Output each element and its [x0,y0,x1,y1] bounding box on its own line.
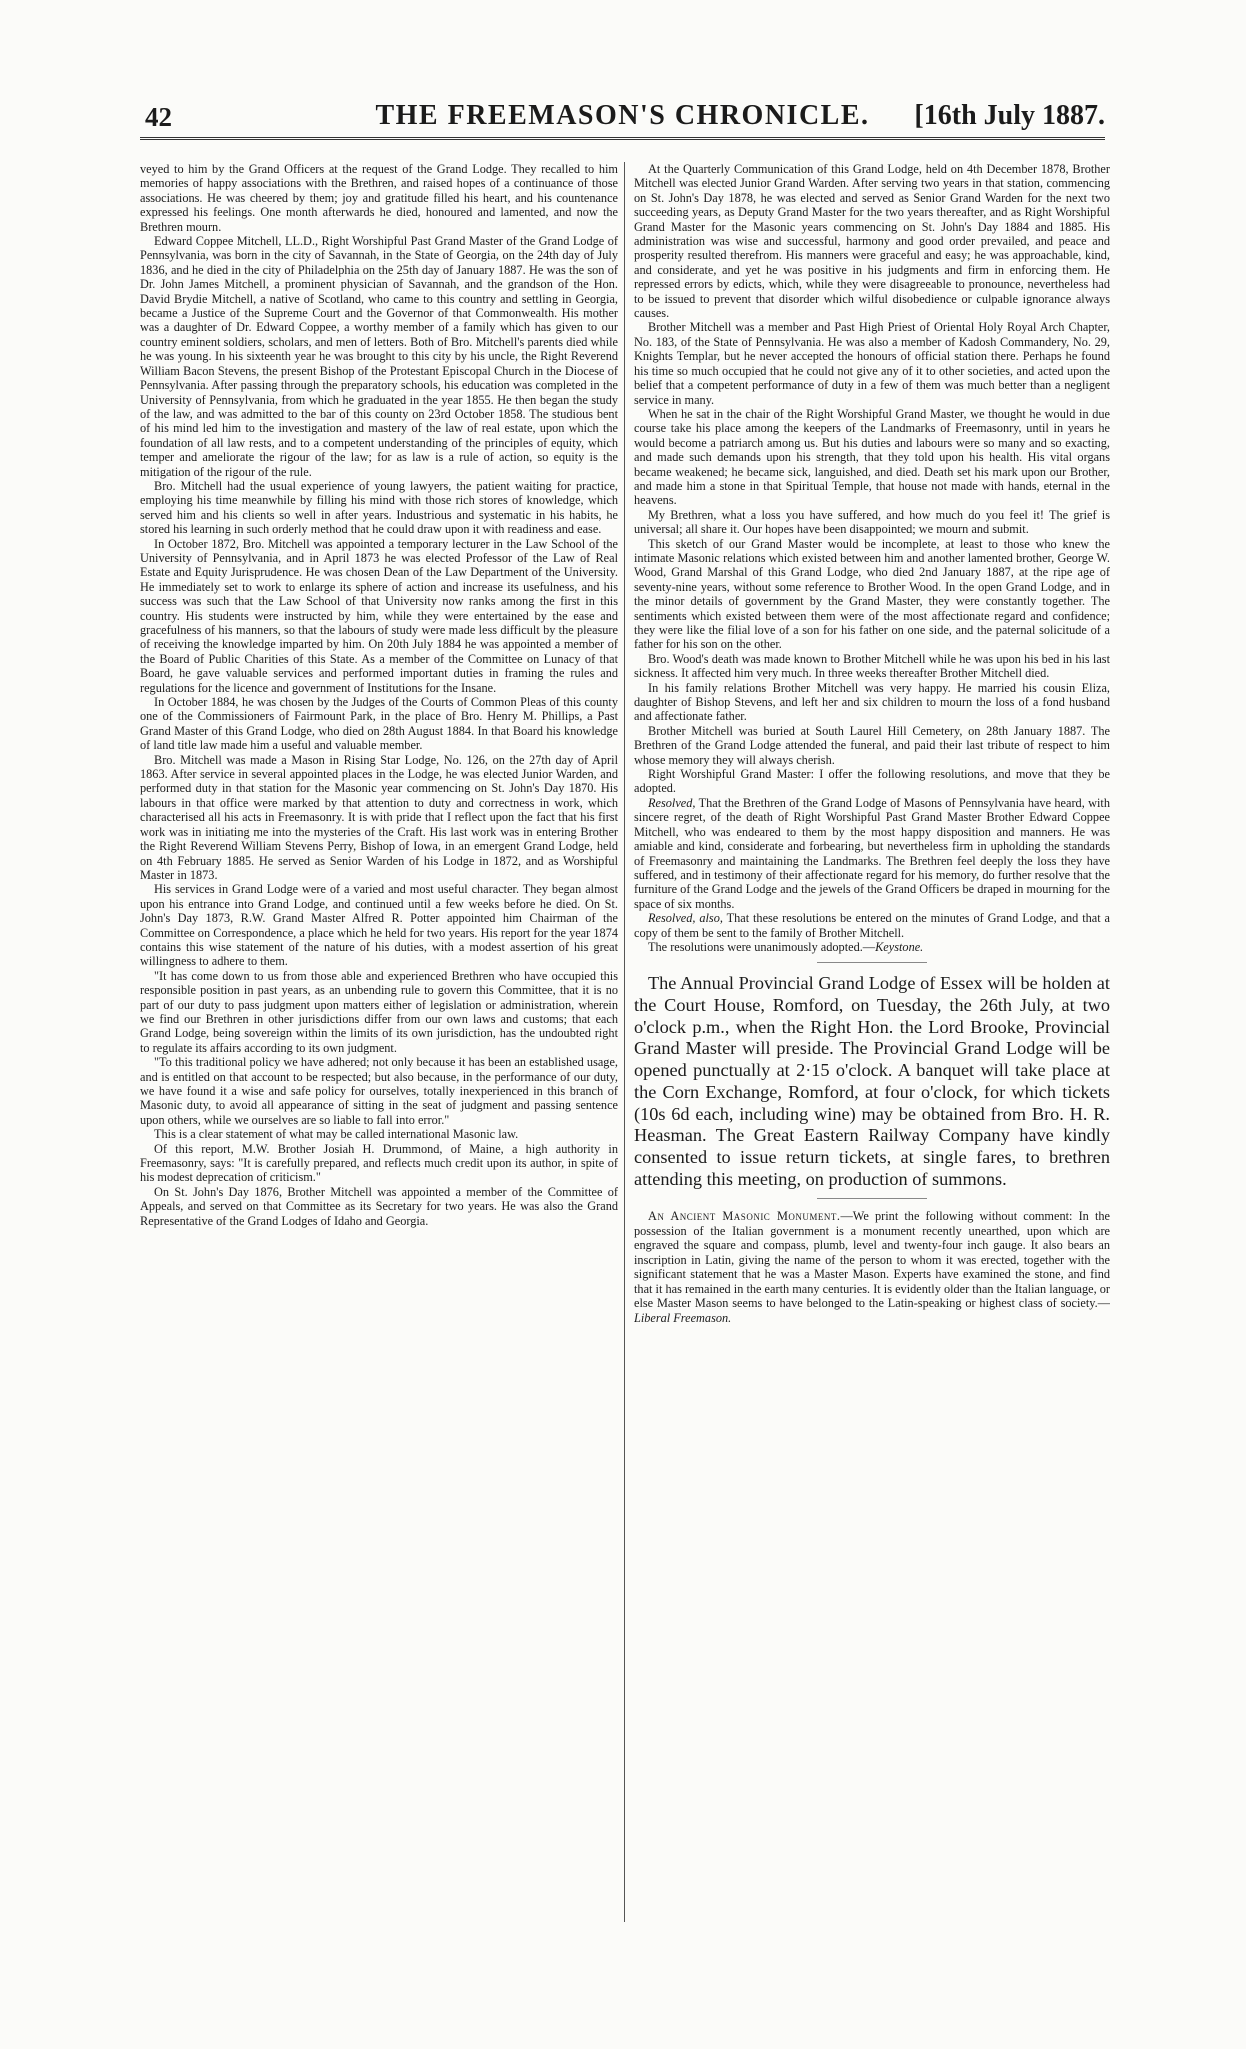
right-paragraph: Brother Mitchell was a member and Past High Priest of Oriental Holy Royal Arch Chapter, No. 183, of the State of Pennsylvania. He was also a member of Kadosh Commandery, No. 29, Knights Templar, but he never accepted the honours of official station there. Perhaps he found his time so much occupied that he could not give any of it to other societies, and acted upon the belief that a competent performance of duty in a few of them was much better than a negligent service in many. [634,320,1110,407]
note-block [634,1209,1110,1325]
column-divider [624,162,625,1922]
resolution-paragraph [634,796,1110,911]
left-paragraph: His services in Grand Lodge were of a varied and most useful character. They began almost upon his entrance into Grand Lodge, and continued until a few weeks before he died. On St. John's Day 1873, R.W. Grand Master Alfred R. Potter appointed him Chairman of the Committee on Correspondence, a place which he held for two years. His report for the year 1874 contains this wise statement of the nature of his duties, with a modest assertion of his great willingness to adhere to them. [140,882,618,969]
left-paragraph: This is a clear statement of what may be called international Masonic law. [154,1127,519,1142]
right-column [634,162,1110,1922]
page-header [140,100,1105,140]
resolution-paragraph [634,911,1110,940]
resolved-text: That these resolutions be entered on the minutes of Grand Lodge, and that a copy of them be sent to the family of Brother Mitchell. [634,911,1110,940]
resolved-text: That the Brethren of the Grand Lodge of Masons of Pennsylvania have heard, with sincere regret, of the death of Right Worshipful Past Grand Master Brother Edward Coppee Mitchell, who was endeared to them by the most happy disposition and manners. He was amiable and kind, considerate and forbearing, but nevertheless firm in upholding the standards of Freemasonry and maintaining the Landmarks. The Brethren feel deeply the loss they have suffered, and in testimony of their affectionate regard for his memory, do further resolve that the furniture of the Grand Lodge and the jewels of the Grand Officers be draped in mourning for the space of six months. [634,795,1110,911]
left-paragraph: Edward Coppee Mitchell, LL.D., Right Worshipful Past Grand Master of the Grand Lodge of Pennsylvania, was born in the city of Savannah, in the State of Georgia, on the 24th day of July 1836, and he died in the city of Philadelphia on the 25th day of January 1887. He was the son of Dr. John James Mitchell, a prominent physician of Savannah, and the grandson of the Hon. David Brydie Mitchell, a native of Scotland, who came to this country and settling in Georgia, became a Justice of the Supreme Court and the Governor of that Commonwealth. His mother was a daughter of Dr. Edward Coppee, a worthy member of a family which has given to our country eminent soldiers, scholars, and men of letters. Both of Bro. Mitchell's parents died while he was young. In his sixteenth year he was brought to this city by his uncle, the Right Reverend William Bacon Stevens, the present Bishop of the Protestant Episcopal Church in the Diocese of Pennsylvania. After passing through the preparatory schools, his education was completed in the University of Pennsylvania, from which he graduated in the year 1855. He then began the study of the law, and was admitted to the bar of this county on 23rd October 1858. The studious bent of his mind led him to the investigation and mastery of the law of real estate, upon which the foundation of all law rests, and to a competent understanding of the principles of equity, which temper and ameliorate the rigour of the law; for as law is a rule of action, so equity is the mitigation of the rigour of the rule. [140,234,618,479]
right-paragraph: This sketch of our Grand Master would be incomplete, at least to those who knew the intimate Masonic relations which existed between him and another lamented brother, George W. Wood, Grand Marshal of this Grand Lodge, who died 2nd January 1887, at the ripe age of seventy-nine years, without some reference to Brother Wood. In the open Grand Lodge, and in the minor details of government by the Grand Master, they were constantly together. The sentiments which existed between them were of the most affectionate regard and confidence; they were like the filial love of a son for his father on one side, and the paternal solicitude of a father for his son on the other. [634,536,1110,652]
adopted-paragraph [634,940,1110,954]
left-paragraph: Bro. Mitchell was made a Mason in Rising Star Lodge, No. 126, on the 27th day of April 1863. After service in several appointed places in the Lodge, he was elected Junior Warden, and performed duty in that station for the Masonic year commencing on St. John's Day 1870. His labours in that office were marked by that attention to duty and correctness in work, which characterised all his acts in Freemasonry. It is with pride that I reflect upon the fact that his first work was in initiating me into the mysteries of the Craft. His last work was in entering Brother the Right Reverend William Stevens Perry, Bishop of Iowa, in an emergent Grand Lodge, held on 4th February 1885. He served as Senior Warden of his Lodge in 1872, and as Worshipful Master in 1873. [140,752,618,882]
header-rule [140,137,1105,142]
left-paragraph: "It has come down to us from those able and experienced Brethren who have occupied this responsible position in past years, as an unbending rule to govern this Committee, that it is no part of our duty to pass judgment upon matters either of legislation or administration, wherein we find our Brethren in other jurisdictions differ from our own laws and customs; that each Grand Lodge, being sovereign within the limits of its own jurisdiction, has the undoubted right to regulate its affairs according to its own judgment. [140,968,618,1055]
note-source: Liberal Freemason. [634,1310,732,1325]
adopted-text: The resolutions were unanimously adopted.— [648,939,876,954]
right-paragraph: At the Quarterly Communication of this Grand Lodge, held on 4th December 1878, Brother Mitchell was elected Junior Grand Warden. After serving two years in that station, commencing on St. John's Day 1878, he was elected and served as Senior Grand Warden for the next two succeeding years, as Deputy Grand Master for the two years thereafter, and as Right Worshipful Grand Master for the Masonic years commencing on St. John's Day 1884 and 1885. His administration was wise and successful, harmony and good order prevailed, and peace and prosperity resulted therefrom. His manners were graceful and easy; he was approachable, kind, and considerate, and yet he was positive in his judgments and firm in enforcing them. He repressed errors by edicts, which, while they were disagreeable to pronounce, nevertheless had to be issued to prevent that disorder which wilful disobedience or culpable ignorance always causes. [634,162,1110,321]
page-number: 42 [145,102,172,132]
resolved-lead: Resolved, [648,795,696,810]
left-paragraph: In October 1884, he was chosen by the Judges of the Courts of Common Pleas of this county one of the Commissioners of Fairmount Park, in the place of Bro. Henry M. Phillips, a Past Grand Master of this Grand Lodge, who died on 28th August 1884. In that Board his knowledge of land title law made him a useful and valuable member. [140,695,618,753]
note-heading: An Ancient Masonic Monument. [648,1209,841,1224]
note-text: —We print the following without comment: In the possession of the Italian government is a monument recently unearthed, upon which are engraved the square and compass, plumb, level and twenty-four inch gauge. It also bears an inscription in Latin, giving the name of the person to whom it was erected, together with the significant statement that he was a Master Mason. Experts have examined the stone, and find that it has remained in the earth many centuries. It is evidently older than the Italian language, or else Master Mason seems to have belonged to the Latin-speaking or highest class of society.— [634,1209,1110,1311]
right-paragraph: Bro. Wood's death was made known to Brother Mitchell while he was upon his bed in his last sickness. It affected him very much. In three weeks thereafter Brother Mitchell died. [634,651,1110,681]
left-paragraph: On St. John's Day 1876, Brother Mitchell was appointed a member of the Committee of Appeals, and served on that Committee as its Secretary for two years. He was also the Grand Representative of the Grand Lodges of Idaho and Georgia. [140,1184,618,1228]
right-paragraph: In his family relations Brother Mitchell was very happy. He married his cousin Eliza, daughter of Bishop Stevens, and left her and six children to mourn the loss of a fond husband and affectionate father. [634,680,1110,724]
right-paragraph: When he sat in the chair of the Right Worshipful Grand Master, we thought he would in due course take his place among the keepers of the Landmarks of Freemasonry, until in years he would become a patriarch among us. But his duties and labours were so many and so exacting, and made such demands upon his strength, that they told upon his health. His vital organs became weakened; he became sick, languished, and died. Death set his mark upon our Brother, and made him a stone in that Spiritual Temple, that house not made with hands, eternal in the heavens. [634,406,1110,508]
right-paragraph: My Brethren, what a loss you have suffered, and how much do you feel it! The grief is universal; all share it. Our hopes have been disappointed; we mourn and submit. [634,507,1110,537]
left-paragraph: veyed to him by the Grand Officers at the request of the Grand Lodge. They recalled to him memories of happy associations with the Brethren, and raised hopes of a continuance of those associations. He was cheered by them; joy and gratitude filled his heart, and his countenance expressed his feelings. One month afterwards he died, honoured and lamented, and now the Brethren mourn. [140,162,618,234]
adopted-source: Keystone. [875,939,924,954]
right-paragraph: Brother Mitchell was buried at South Laurel Hill Cemetery, on 28th January 1887. The Brethren of the Grand Lodge attended the funeral, and paid their last tribute of respect to him whose memory they will always cherish. [634,723,1110,767]
issue-date: [16th July 1887. [914,100,1105,131]
left-paragraph: "To this traditional policy we have adhered; not only because it has been an established usage, and is entitled on that account to be respected; but also because, in the performance of our duty, we have found it a wise and safe policy for ourselves, totally inexperienced in this branch of Masonic duty, to avoid all appearance of sitting in the seat of judgment and passing sentence upon others, while we ourselves are so liable to fall into error." [140,1055,618,1127]
publication-title: THE FREEMASON'S CHRONICLE. [375,100,870,131]
section-separator [817,962,927,963]
announcement-text: The Annual Provincial Grand Lodge of Essex will be holden at the Court House, Romford, on Tuesday, the 26th July, at two o'clock p.m., when the Right Hon. the Lord Brooke, Provincial Grand Master will preside. The Provincial Grand Lodge will be opened punctually at 2·15 o'clock. A banquet will take place at the Corn Exchange, Romford, at four o'clock, for which tickets (10s 6d each, including wine) may be obtained from Bro. H. R. Heasman. The Great Eastern Railway Company have kindly consented to issue return tickets, at single fares, to brethren attending this meeting, on production of summons. [634,973,1110,1189]
left-paragraph: In October 1872, Bro. Mitchell was appointed a temporary lecturer in the Law School of the University of Pennsylvania, and in April 1873 he was elected Professor of the Law of Real Estate and Equity Jurisprudence. He was chosen Dean of the Law Department of the University. He immediately set to work to enlarge its sphere of action and increase its usefulness, and his success was such that the Law School of that University now ranks among the first in this country. His students were instructed by him, while they were entertained by the ease and gracefulness of his manners, so that the labours of study were made less difficult by the pleasure of receiving the knowledge imparted by him. On 20th July 1884 he was appointed a member of the Board of Public Charities of this State. As a member of the Committee on Lunacy of that Board, he gave valuable services and performed important duties in framing the rules and regulations for the licence and government of Institutions for the Insane. [140,536,618,695]
note-paragraph [634,1209,1110,1325]
right-paragraph: Right Worshipful Grand Master: I offer the following resolutions, and move that they be adopted. [634,767,1110,796]
left-paragraph: Of this report, M.W. Brother Josiah H. Drummond, of Maine, a high authority in Freemasonry, says: "It is carefully prepared, and reflects much credit upon its author, in spite of his modest deprecation of criticism." [140,1141,618,1185]
section-separator [817,1198,927,1199]
resolved-lead: Resolved, also, [648,911,723,926]
left-paragraph: Bro. Mitchell had the usual experience of young lawyers, the patient waiting for practice, employing his time meanwhile by filling his mind with those rich stores of knowledge, which served him and his clients so well in after years. Industrious and systematic in his habits, he stored his learning in such orderly method that he could draw upon it with readiness and ease. [140,478,618,537]
left-column [140,162,618,1910]
announcement-block [634,973,1110,1190]
